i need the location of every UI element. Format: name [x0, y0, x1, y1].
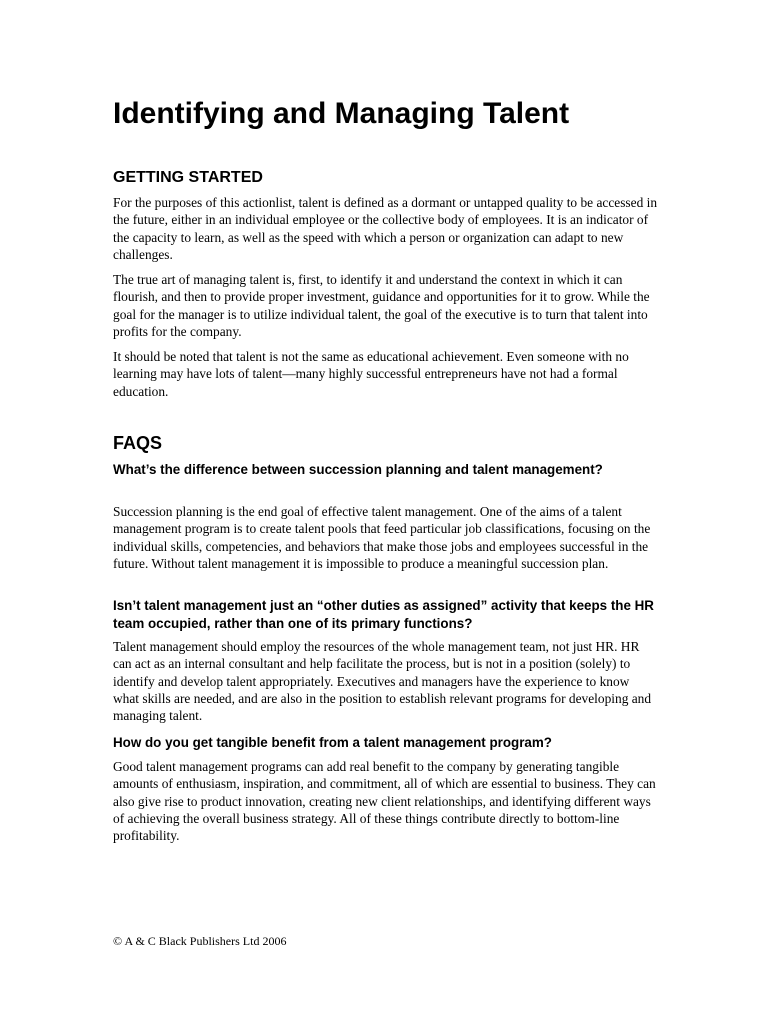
- page-title: Identifying and Managing Talent: [113, 97, 570, 130]
- faq-answer-3: Good talent management programs can add real benefit to the company by generating tangible amounts of enthusiasm, inspiration, and commitment, all of which are essential to business. They can also give rise to product innovation, creating new client relationships, and identifying different ways of achieving the overall business strategy. All of these things contribute directly to bottom-line profitability.: [113, 759, 656, 844]
- faq-question-2: Isn’t talent management just an “other duties as assigned” activity that keeps the HR team occupied, rather than one of its primary functions?: [113, 598, 654, 631]
- faq-answer-2: Talent management should employ the resources of the whole management team, not just HR. HR can act as an internal consultant and help facilitate the process, but is not in a position (solely) to identify and develop talent appropriately. Executives and managers have the experience to know what skills are needed, and are also in the position to establish relevant programs for developing and managing talent.: [113, 639, 652, 724]
- copyright-footer: © A & C Black Publishers Ltd 2006: [113, 934, 287, 948]
- getting-started-paragraph-3: It should be noted that talent is not the same as educational achievement. Even someone with no learning may have lots of talent—many highly successful entrepreneurs have not had a formal education.: [113, 349, 629, 399]
- getting-started-paragraph-2: The true art of managing talent is, first, to identify it and understand the context in which it can flourish, and then to provide proper investment, guidance and opportunities for it to grow. While the goal for the manager is to utilize individual talent, the goal of the executive is to turn that talent into profits for the company.: [113, 272, 650, 339]
- getting-started-paragraph-1: For the purposes of this actionlist, talent is defined as a dormant or untapped quality to be accessed in the future, either in an individual employee or the collective body of employees. It is an indicator of the capacity to learn, as well as the speed with which a person or organization can adapt to new challenges.: [113, 195, 658, 262]
- faq-answer-1: Succession planning is the end goal of effective talent management. One of the aims of a talent management program is to create talent pools that feed particular job classifications, focusing on the individual skills, competencies, and behaviors that make those jobs and employees successful in the future. Without talent management it is impossible to produce a meaningful succession plan.: [113, 504, 651, 571]
- section-heading-faqs: FAQS: [113, 433, 163, 453]
- faq-question-3: How do you get tangible benefit from a talent management program?: [113, 735, 552, 750]
- section-heading-getting-started: GETTING STARTED: [113, 169, 263, 186]
- faq-question-1: What’s the difference between succession planning and talent management?: [113, 462, 603, 477]
